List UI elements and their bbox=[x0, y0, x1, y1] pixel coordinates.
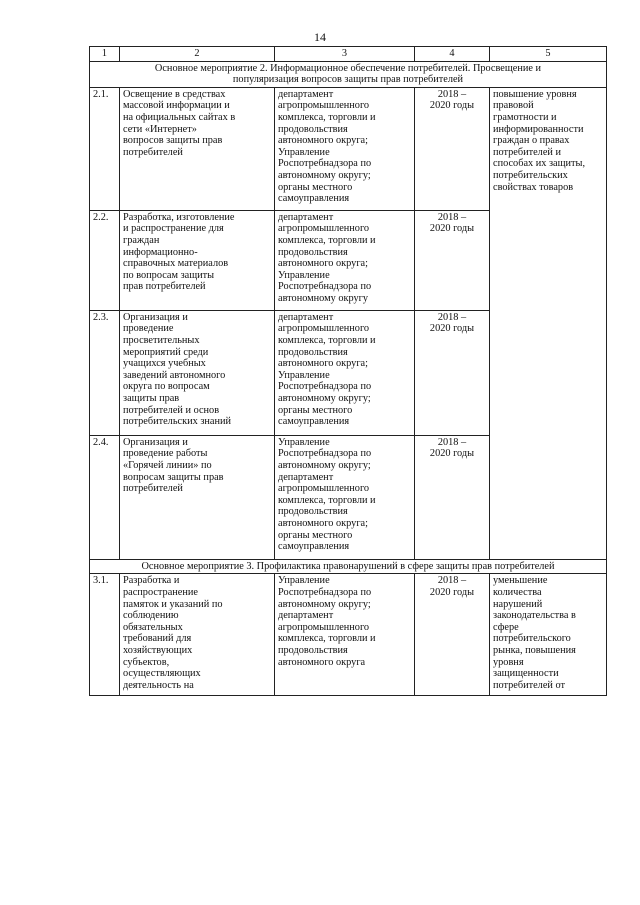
executor-text: департамент агропромышленного комплекса, торговли и продовольствия автономного округа; Управление Роспотребнадзора по автономному округу bbox=[275, 210, 415, 310]
table-row bbox=[90, 87, 607, 210]
measure-text: Разработка и распространение памяток и указаний по соблюдению обязательных требований для хозяйствующих субъектов, осуществляющих деятельность на bbox=[120, 574, 275, 696]
measure-text: Освещение в средствах массовой информации и на официальных сайтах в сети «Интернет» вопросов защиты прав потребителей bbox=[120, 87, 275, 210]
period-text: 2018 – 2020 годы bbox=[415, 435, 490, 559]
period-text: 2018 – 2020 годы bbox=[415, 210, 490, 310]
page-number: 14 bbox=[314, 30, 326, 44]
row-number: 2.1. bbox=[90, 87, 120, 210]
table-row bbox=[90, 574, 607, 696]
executor-text: департамент агропромышленного комплекса, торговли и продовольствия автономного округа; Управление Роспотребнадзора по автономному округу; органы местного самоуправления bbox=[275, 87, 415, 210]
header-cell-2: 2 bbox=[120, 47, 275, 62]
section-3-title: Основное мероприятие 3. Профилактика правонарушений в сфере защиты прав потребителей bbox=[90, 559, 607, 574]
executor-text: Управление Роспотребнадзора по автономному округу; департамент агропромышленного комплекса, торговли и продовольствия автономного округа; органы местного самоуправления bbox=[275, 435, 415, 559]
period-text: 2018 – 2020 годы bbox=[415, 310, 490, 435]
row-number: 2.3. bbox=[90, 310, 120, 435]
executor-text: департамент агропромышленного комплекса, торговли и продовольствия автономного округа; Управление Роспотребнадзора по автономному округу; органы местного самоуправления bbox=[275, 310, 415, 435]
section-title-row bbox=[90, 559, 607, 574]
header-row bbox=[90, 47, 607, 62]
header-cell-5: 5 bbox=[490, 47, 607, 62]
measures-table bbox=[89, 46, 607, 696]
executor-text: Управление Роспотребнадзора по автономному округу; департамент агропромышленного комплекса, торговли и продовольствия автономного округа bbox=[275, 574, 415, 696]
section-2-title: Основное мероприятие 2. Информационное обеспечение потребителей. Просвещение и популяризация вопросов защиты прав потребителей bbox=[90, 61, 607, 87]
header-cell-1: 1 bbox=[90, 47, 120, 62]
row-number: 2.4. bbox=[90, 435, 120, 559]
header-cell-3: 3 bbox=[275, 47, 415, 62]
expected-result-text: повышение уровня правовой грамотности и информированности граждан о правах потребителей и способах их защиты, потребительских свойствах товаров bbox=[490, 87, 607, 559]
measure-text: Организация и проведение работы «Горячей линии» по вопросам защиты прав потребителей bbox=[120, 435, 275, 559]
section-title-row bbox=[90, 61, 607, 87]
header-cell-4: 4 bbox=[415, 47, 490, 62]
period-text: 2018 – 2020 годы bbox=[415, 574, 490, 696]
period-text: 2018 – 2020 годы bbox=[415, 87, 490, 210]
measure-text: Организация и проведение просветительных мероприятий среди учащихся учебных заведений автономного округа по вопросам защиты прав потребителей и основ потребительских знаний bbox=[120, 310, 275, 435]
row-number: 3.1. bbox=[90, 574, 120, 696]
measure-text: Разработка, изготовление и распространение для граждан информационно- справочных материалов по вопросам защиты прав потребителей bbox=[120, 210, 275, 310]
expected-result-text: уменьшение количества нарушений законодательства в сфере потребительского рынка, повышения уровня защищенности потребителей от bbox=[490, 574, 607, 696]
row-number: 2.2. bbox=[90, 210, 120, 310]
